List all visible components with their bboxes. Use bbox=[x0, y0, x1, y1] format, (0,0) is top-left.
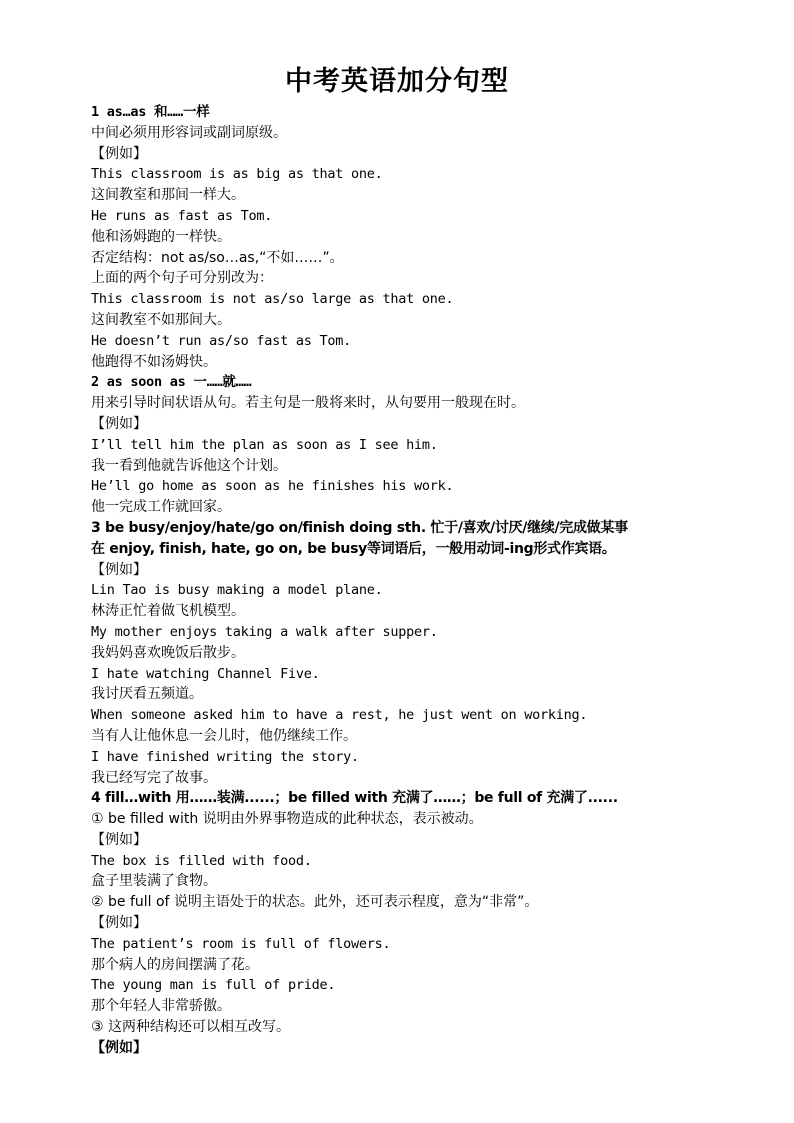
explanation-line: 否定结构：not as/so…as,“不如……”。 bbox=[91, 249, 344, 266]
chinese-translation: 我一看到他就告诉他这个计划。 bbox=[91, 457, 287, 474]
english-example: This classroom is not as/so large as that one. bbox=[91, 291, 454, 308]
chinese-translation: 我已经写完了故事。 bbox=[91, 769, 217, 786]
explanation-line: ① be filled with 说明由外界事物造成的此种状态，表示被动。 bbox=[91, 811, 483, 828]
english-example: The box is filled with food. bbox=[91, 852, 312, 869]
english-example: I’ll tell him the plan as soon as I see him. bbox=[91, 436, 438, 453]
section-heading-3: 3 be busy/enjoy/hate/go on/finish doing sth. 忙于/喜欢/讨厌/继续/完成做某事 bbox=[91, 519, 628, 536]
explanation-line: ③ 这两种结构还可以相互改写。 bbox=[91, 1019, 291, 1036]
english-example: I hate watching Channel Five. bbox=[91, 665, 320, 682]
english-example: He runs as fast as Tom. bbox=[91, 207, 273, 224]
section-heading-1: 1 as…as 和……一样 bbox=[91, 104, 210, 120]
example-label: 【例如】 bbox=[91, 145, 147, 162]
chinese-translation: 这间教室不如那间大。 bbox=[91, 311, 231, 328]
document-body bbox=[91, 102, 751, 1059]
chinese-translation: 那个病人的房间摆满了花。 bbox=[91, 956, 259, 973]
chinese-translation: 当有人让他休息一会儿时，他仍继续工作。 bbox=[91, 727, 357, 744]
section-heading-2: 2 as soon as 一……就…… bbox=[91, 374, 252, 391]
explanation-line: 中间必须用形容词或副词原级。 bbox=[91, 124, 287, 141]
chinese-translation: 这间教室和那间一样大。 bbox=[91, 187, 245, 204]
english-example: He doesn’t run as/so fast as Tom. bbox=[91, 332, 351, 349]
english-example: Lin Tao is busy making a model plane. bbox=[91, 582, 383, 599]
example-label: 【例如】 bbox=[91, 561, 147, 578]
english-example: This classroom is as big as that one. bbox=[91, 166, 383, 183]
chinese-translation: 我讨厌看五频道。 bbox=[91, 686, 203, 703]
chinese-translation: 我妈妈喜欢晚饭后散步。 bbox=[91, 644, 245, 661]
chinese-translation: 他跑得不如汤姆快。 bbox=[91, 353, 217, 370]
section-heading-4: 4 fill…with 用……装满......；be filled with 充满了……；be full of 充满了...... bbox=[91, 790, 618, 807]
explanation-line: ② be full of 说明主语处于的状态。此外，还可表示程度，意为“非常”。 bbox=[91, 894, 539, 911]
english-example: When someone asked him to have a rest, he just went on working. bbox=[91, 707, 588, 724]
chinese-translation: 那个年轻人非常骄傲。 bbox=[91, 998, 231, 1015]
explanation-line: 用来引导时间状语从句。若主句是一般将来时，从句要用一般现在时。 bbox=[91, 395, 525, 412]
chinese-translation: 盒子里装满了食物。 bbox=[91, 873, 217, 890]
example-label: 【例如】 bbox=[91, 415, 147, 432]
chinese-translation: 他一完成工作就回家。 bbox=[91, 499, 231, 516]
english-example: The young man is full of pride. bbox=[91, 977, 336, 994]
chinese-translation: 他和汤姆跑的一样快。 bbox=[91, 228, 231, 245]
explanation-line-bold: 在 enjoy, finish, hate, go on, be busy等词语后，一般用动词-ing形式作宾语。 bbox=[91, 540, 616, 557]
english-example: The patient’s room is full of flowers. bbox=[91, 935, 391, 952]
document-title: 中考英语加分句型 bbox=[285, 66, 509, 97]
chinese-translation: 林涛正忙着做飞机模型。 bbox=[91, 603, 245, 620]
explanation-line: 上面的两个句子可分别改为： bbox=[91, 270, 273, 287]
example-label: 【例如】 bbox=[91, 915, 147, 932]
example-label: 【例如】 bbox=[91, 1039, 147, 1056]
english-example: My mother enjoys taking a walk after supper. bbox=[91, 623, 438, 640]
english-example: He’ll go home as soon as he finishes his work. bbox=[91, 478, 454, 495]
english-example: I have finished writing the story. bbox=[91, 748, 359, 765]
example-label: 【例如】 bbox=[91, 831, 147, 848]
